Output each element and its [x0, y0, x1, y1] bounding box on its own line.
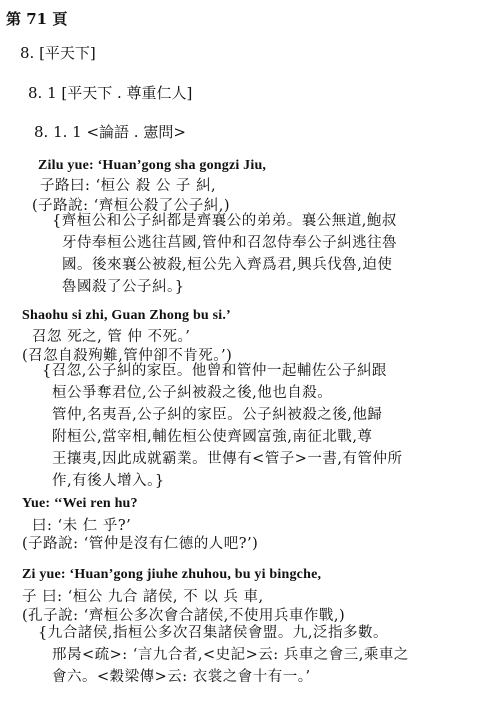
- note-line: 國。後來襄公被殺,桓公先入齊爲君,興兵伐魯,迫使: [62, 257, 393, 273]
- note-line: {召忽,公子糾的家臣。他曾和管仲一起輔佐公子糾跟: [42, 363, 387, 379]
- passage-2-pinyin: Shaohu si zhi, Guan Zhong bu si.’: [22, 308, 231, 323]
- section-heading-8-1: 8. 1 [平天下 . 尊重仁人]: [28, 84, 193, 102]
- section-heading-8-1-1: 8. 1. 1 <論語 . 憲問>: [34, 123, 186, 141]
- section-heading-8: 8. [平天下]: [20, 44, 96, 62]
- passage-1-translation: (子路說: ‘齊桓公殺了公子糾,): [32, 198, 231, 214]
- passage-1-note: [52, 210, 492, 298]
- passage-1-text: 子路曰: ‘桓公 殺 公 子 糾,: [40, 178, 217, 194]
- passage-4-pinyin: Zi yue: ‘Huan’gong jiuhe zhuhou, bu yi bingche,: [22, 567, 322, 582]
- note-line: 桓公爭奪君位,公子糾被殺之後,他也自殺。: [52, 385, 333, 401]
- passage-4-translation: (孔子說: ‘齊桓公多次會合諸侯,不使用兵車作戰,): [22, 608, 346, 624]
- page-number: 第 71 頁: [6, 10, 68, 28]
- note-line: 會六。<穀梁傳>云: 衣裳之會十有一。’: [52, 669, 311, 685]
- passage-2-translation: (召忽自殺殉難,管仲卻不肯死。’): [22, 348, 233, 364]
- passage-4-note: [38, 622, 493, 688]
- passage-2-text: 召忽 死之, 管 仲 不死。’: [32, 329, 191, 345]
- note-line: 作,有後人增入。}: [52, 473, 165, 489]
- passage-4-text: 子 曰: ‘桓公 九合 諸侯, 不 以 兵 車,: [22, 589, 264, 605]
- passage-3-translation: (子路說: ‘管仲是沒有仁德的人吧?’): [22, 536, 259, 552]
- note-line: 魯國殺了公子糾。}: [62, 279, 185, 295]
- note-line: {齊桓公和公子糾都是齊襄公的弟弟。襄公無道,鮑叔: [52, 213, 397, 229]
- passage-1-pinyin: Zilu yue: ‘Huan’gong sha gongzi Jiu,: [38, 158, 267, 173]
- passage-2-note: [42, 360, 492, 492]
- passage-3-pinyin: Yue: ‘‘Wei ren hu?: [22, 496, 138, 511]
- note-line: 邢昺<疏>: ‘言九合者,<史記>云: 兵車之會三,乘車之: [52, 647, 409, 663]
- note-line: 管仲,名夷吾,公子糾的家臣。公子糾被殺之後,他歸: [52, 407, 383, 423]
- note-line: 附桓公,當宰相,輔佐桓公使齊國富強,南征北戰,尊: [52, 429, 373, 445]
- note-line: 牙侍奉桓公逃往莒國,管仲和召忽侍奉公子糾逃往魯: [62, 235, 398, 251]
- note-line: {九合諸侯,指桓公多次召集諸侯會盟。九,泛指多數。: [38, 625, 388, 641]
- note-line: 王攘夷,因此成就霸業。世傳有<管子>一書,有管仲所: [52, 451, 403, 467]
- passage-3-text: 曰: ‘未 仁 乎?’: [32, 518, 132, 534]
